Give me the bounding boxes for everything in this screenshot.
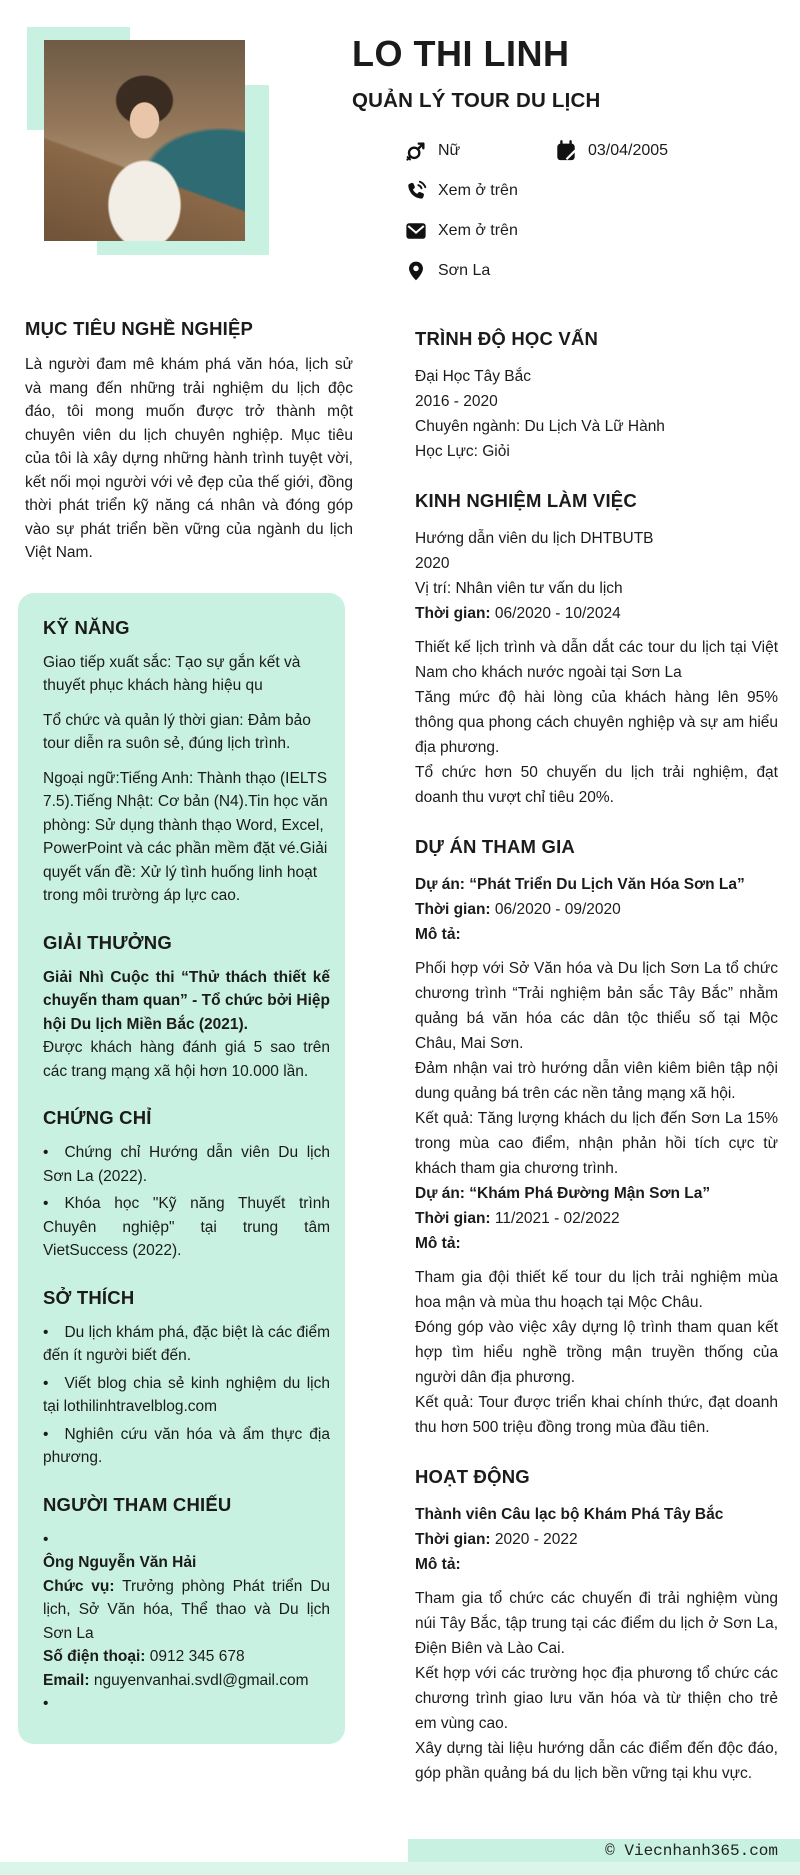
references-heading: NGƯỜI THAM CHIẾU xyxy=(43,1493,232,1515)
certificates-heading: CHỨNG CHỈ xyxy=(43,1107,152,1128)
gender-icon xyxy=(405,140,427,162)
award-title: Giải Nhì Cuộc thi “Thử thách thiết kế chuyến tham quan” - Tổ chức bởi Hiệp hội Du lịch Miền Bắc (2021). xyxy=(43,968,330,1033)
reference-email: Email: nguyenvanhai.svdl@gmail.com xyxy=(43,1671,309,1689)
footer-strip xyxy=(0,1862,800,1875)
hobbies-heading: SỞ THÍCH xyxy=(43,1286,135,1308)
description-line: Kết quả: Tour được triển khai chính thức, đạt doanh thu hơn 500 triệu đồng trong mùa đầu tiên. xyxy=(415,1394,778,1436)
phone-icon xyxy=(405,180,427,202)
experience-year: 2020 xyxy=(415,555,450,572)
reference-position: Chức vụ: Trưởng phòng Phát triển Du lịch, Sở Văn hóa, Thể thao và Du lịch Sơn La xyxy=(43,1577,331,1642)
hobby-item: • Viết blog chia sẻ kinh nghiệm du lịch tại lothilinhtravelblog.com xyxy=(43,1372,330,1419)
objective-text: Là người đam mê khám phá văn hóa, lịch sử và mang đến những trải nghiệm du lịch độc đáo, tôi mong muốn được trở thành một chuyên viên du lịch chuyên nghiệp. Mục tiêu của tôi là xây dựng những hành trình tuyệt vời, kết nối mọi người với vẻ đẹp của thế giới, đồng thời phát triển kỹ năng cá nhân và đóng góp vào sự phát triển bền vững của ngành du lịch Việt Nam. xyxy=(25,356,353,561)
description-line: Xây dựng tài liệu hướng dẫn các điểm đến độc đáo, góp phần quảng bá du lịch bền vững tại khu vực. xyxy=(415,1740,778,1782)
description-line: Tổ chức hơn 50 chuyến du lịch trải nghiệm, đạt doanh thu vượt chỉ tiêu 20%. xyxy=(415,764,778,806)
education-years: 2016 - 2020 xyxy=(415,393,498,410)
section-education xyxy=(415,328,778,464)
activity-desc-label: Mô tả: xyxy=(415,1556,461,1573)
left-column xyxy=(25,300,353,1744)
skills-heading: KỸ NĂNG xyxy=(43,616,130,638)
education-heading: TRÌNH ĐỘ HỌC VẤN xyxy=(415,328,599,349)
contact-address xyxy=(405,258,792,284)
projects-heading: DỰ ÁN THAM GIA xyxy=(415,836,575,857)
calendar-icon xyxy=(555,140,577,162)
activity-time: Thời gian: 2020 - 2022 xyxy=(415,1531,578,1548)
description-line: Tham gia đội thiết kế tour du lịch trải nghiệm mùa hoa mận và mùa thu hoạch tại Mộc Châu. xyxy=(415,1269,778,1311)
description-line: Phối hợp với Sở Văn hóa và Du lịch Sơn La tổ chức chương trình “Trải nghiệm bản sắc Tây Bắc” nhằm quảng bá văn hóa các dân tộc thiểu số tại Mộc Châu, Mai Sơn. xyxy=(415,960,778,1052)
hobby-item: • Du lịch khám phá, đặc biệt là các điểm đến ít người biết đến. xyxy=(43,1321,330,1368)
header-text xyxy=(352,34,792,284)
skill-item: Ngoại ngữ:Tiếng Anh: Thành thạo (IELTS 7.5).Tiếng Nhật: Cơ bản (N4).Tin học văn phòng: Sử dụng thành thạo Word, Excel, PowerPoint và các phần mềm đặt vé.Giải quyết vấn đề: Xử lý tình huống linh hoạt trong môi trường áp lực cao. xyxy=(43,769,328,904)
footer-band xyxy=(408,1839,800,1862)
candidate-name: LO THI LINH xyxy=(352,33,570,74)
job-title: QUẢN LÝ TOUR DU LỊCH xyxy=(352,88,601,112)
project-desc-label: Mô tả: xyxy=(415,1235,461,1252)
activity-description xyxy=(415,1586,778,1786)
description-line: Đảm nhận vai trò hướng dẫn viên kiêm biên tập nội dung quảng bá trên các nền tảng mạng xã hội. xyxy=(415,1060,778,1102)
education-school: Đại Học Tây Bắc xyxy=(415,368,532,385)
project-time: Thời gian: 11/2021 - 02/2022 xyxy=(415,1210,620,1227)
skills-list xyxy=(43,651,330,908)
contact-info xyxy=(405,138,792,284)
experience-heading: KINH NGHIỆM LÀM VIỆC xyxy=(415,490,637,511)
reference-name: Ông Nguyễn Văn Hải xyxy=(43,1554,197,1571)
section-objective xyxy=(25,318,353,565)
project-item xyxy=(415,872,778,1181)
description-line: Kết hợp với các trường học địa phương tổ chức các chương trình giao lưu văn hóa và từ thiện cho trẻ em vùng cao. xyxy=(415,1665,778,1732)
location-icon xyxy=(405,260,427,282)
activity-title: Thành viên Câu lạc bộ Khám Phá Tây Bắc xyxy=(415,1506,724,1523)
experience-time: Thời gian: 06/2020 - 10/2024 xyxy=(415,605,621,622)
hobbies-list xyxy=(43,1321,330,1470)
description-line: Kết quả: Tăng lượng khách du lịch đến Sơn La 15% trong mùa cao điểm, nhận phản hồi tích cực từ khách tham gia chương trình. xyxy=(415,1110,778,1177)
profile-photo xyxy=(44,40,245,241)
experience-company: Hướng dẫn viên du lịch DHTBUTB xyxy=(415,530,654,547)
certificate-item: • Chứng chỉ Hướng dẫn viên Du lịch Sơn La (2022). xyxy=(43,1141,330,1188)
contact-gender xyxy=(405,138,555,164)
activities-heading: HOẠT ĐỘNG xyxy=(415,1466,530,1487)
description-line: Đóng góp vào việc xây dựng lộ trình tham quan kết hợp tìm hiểu nghề trồng mận truyền thống của người dân địa phương. xyxy=(415,1319,778,1386)
education-grade: Học Lực: Giỏi xyxy=(415,443,510,460)
project-item xyxy=(415,1181,778,1440)
certificates-list xyxy=(43,1141,330,1263)
section-projects xyxy=(415,836,778,1440)
bullet-marker xyxy=(43,1528,330,1552)
gender-value: Nữ xyxy=(438,141,461,159)
contact-phone xyxy=(405,178,792,204)
dob-value: 03/04/2005 xyxy=(588,141,669,159)
section-experience xyxy=(415,490,778,810)
objective-heading: MỤC TIÊU NGHỀ NGHIỆP xyxy=(25,318,254,339)
description-line: Tăng mức độ hài lòng của khách hàng lên 95% thông qua phong cách chuyên nghiệp và sự am hiểu địa phương. xyxy=(415,689,778,756)
award-description: Được khách hàng đánh giá 5 sao trên các trang mạng xã hội hơn 10.000 lần. xyxy=(43,1039,330,1080)
experience-position: Vị trí: Nhân viên tư vấn du lịch xyxy=(415,580,623,597)
contact-email xyxy=(405,218,792,244)
description-line: Tham gia tổ chức các chuyến đi trải nghiệm vùng núi Tây Bắc, tập trung tại các điểm du lịch ở Sơn La, Điện Biên và Lào Cai. xyxy=(415,1590,778,1657)
right-column xyxy=(415,300,778,1786)
education-major: Chuyên ngành: Du Lịch Và Lữ Hành xyxy=(415,418,665,435)
copyright-text: © Viecnhanh365.com xyxy=(605,1841,778,1860)
experience-description xyxy=(415,635,778,810)
sidebar-green-box xyxy=(18,593,345,1744)
project-description xyxy=(415,956,778,1181)
project-description xyxy=(415,1265,778,1440)
reference-phone: Số điện thoại: 0912 345 678 xyxy=(43,1648,245,1665)
email-value: Xem ở trên xyxy=(438,221,518,239)
contact-dob xyxy=(555,138,792,164)
skill-item: Giao tiếp xuất sắc: Tạo sự gắn kết và thuyết phục khách hàng hiệu qu xyxy=(43,653,301,694)
section-activities xyxy=(415,1466,778,1786)
description-line: Thiết kế lịch trình và dẫn dắt các tour du lịch tại Việt Nam cho khách nước ngoài tại Sơn La xyxy=(415,639,778,681)
project-desc-label: Mô tả: xyxy=(415,926,461,943)
header xyxy=(0,0,800,300)
certificate-item: • Khóa học "Kỹ năng Thuyết trình Chuyên nghiệp" tại trung tâm VietSuccess (2022). xyxy=(43,1192,330,1263)
address-value: Sơn La xyxy=(438,261,491,279)
project-time: Thời gian: 06/2020 - 09/2020 xyxy=(415,901,621,918)
project-title: Dự án: “Phát Triển Du Lịch Văn Hóa Sơn La” xyxy=(415,876,745,893)
photo-block xyxy=(27,27,269,257)
mail-icon xyxy=(405,220,427,242)
phone-value: Xem ở trên xyxy=(438,181,518,199)
project-title: Dự án: “Khám Phá Đường Mận Sơn La” xyxy=(415,1185,711,1202)
awards-heading: GIẢI THƯỞNG xyxy=(43,931,172,953)
body xyxy=(0,300,800,1786)
hobby-item: • Nghiên cứu văn hóa và ẩm thực địa phương. xyxy=(43,1423,330,1470)
bullet-marker xyxy=(43,1692,330,1716)
skill-item: Tổ chức và quản lý thời gian: Đảm bảo tour diễn ra suôn sẻ, đúng lịch trình. xyxy=(43,711,311,752)
